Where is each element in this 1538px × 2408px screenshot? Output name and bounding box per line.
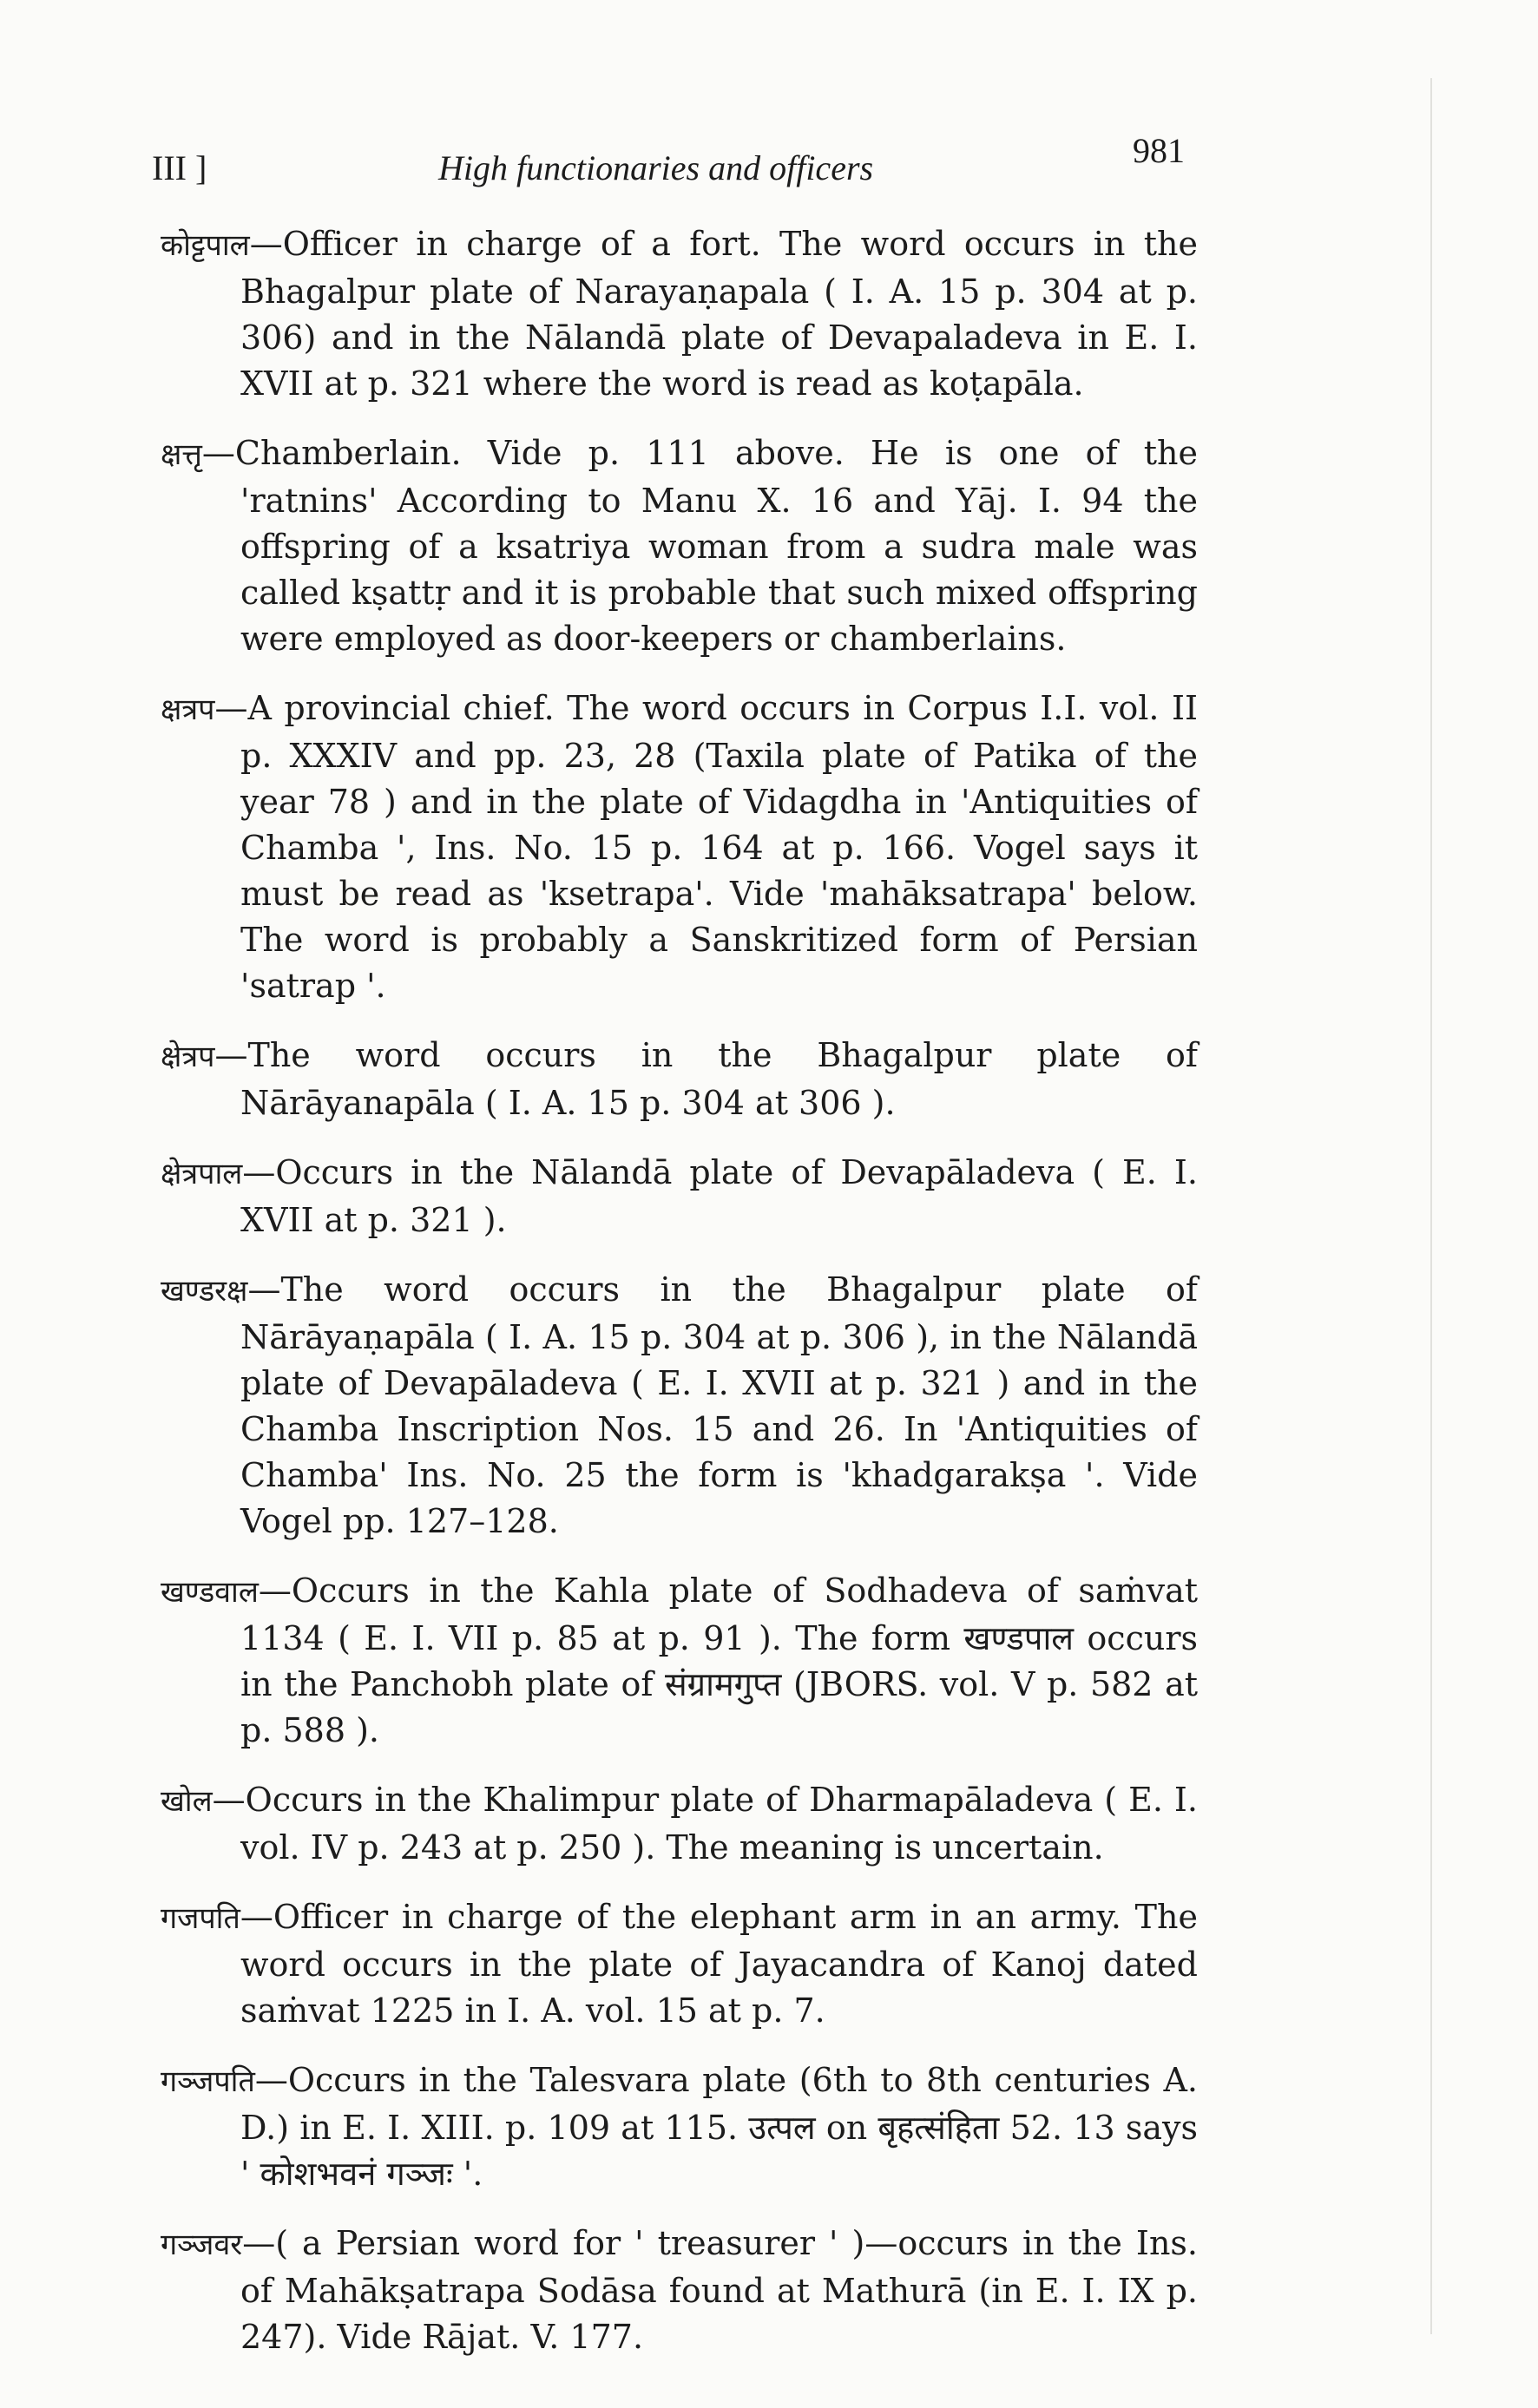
page-number: 981 [1133, 131, 1185, 170]
entry-headword: खण्डरक्ष [161, 1274, 248, 1309]
entry-headword: खण्डवाल [161, 1575, 259, 1610]
entry-headword: गञ्जवर [161, 2228, 243, 2262]
running-title: High functionaries and officers [438, 148, 874, 187]
page-edge-line [1430, 78, 1432, 2334]
glossary-entry [161, 1033, 1198, 1126]
entry-text: —Chamberlain. Vide p. 111 above. He is one of the 'ratnins' According to Manu X. 16 and Yāj. I. 94 the offspring of a ksatriya woman from a sudra male was called kṣattṛ and it is probable that such mixed offspring were employed as door-keepers or chamberlains. [201, 434, 1198, 658]
glossary-entry [161, 1894, 1198, 2034]
entry-text: —Occurs in the Nālandā plate of Devapāladeva ( E. I. XVII at p. 321 ). [240, 1153, 1198, 1239]
entry-text: —Officer in charge of the elephant arm in an army. The word occurs in the plate of Jayacandra of Kanoj dated saṁvat 1225 in I. A. vol. 15 at p. 7. [240, 1898, 1198, 2030]
entry-text: —Officer in charge of a fort. The word occurs in the Bhagalpur plate of Narayaṇapala ( I. A. 15 p. 304 at p. 306) and in the Nālandā plate of Devapaladeva in E. I. XVII at p. 321 where the word is read as koṭapāla. [240, 225, 1198, 403]
entry-headword: क्षेत्रपाल [161, 1157, 243, 1191]
entry-text: —Occurs in the Khalimpur plate of Dharmapāladeva ( E. I. vol. IV p. 243 at p. 250 ). The meaning is uncertain. [212, 1781, 1198, 1867]
entry-text: —A provincial chief. The word occurs in Corpus I.I. vol. II p. XXXIV and pp. 23, 28 (Taxila plate of Patika of the year 78 ) and in the plate of Vidagdha in 'Antiquities of Chamba ', Ins. No. 15 p. 164 at p. 166. Vogel says it must be read as 'ksetrapa'. Vide 'mahāksatrapa' below. The word is probably a Sanskritized form of Persian 'satrap '. [214, 689, 1198, 1005]
entry-headword: गजपति [161, 1901, 240, 1936]
section-marker: III ] [152, 148, 207, 187]
entry-headword: क्षेत्रप [161, 1040, 215, 1074]
glossary-entry [161, 1777, 1198, 1871]
glossary-entry [161, 1150, 1198, 1243]
glossary-entry [161, 1267, 1198, 1545]
entry-headword: कोट्टपाल [161, 228, 250, 263]
entry-headword: खोल [161, 1784, 213, 1819]
glossary-entry [161, 686, 1198, 1009]
entry-headword: क्षत्तृ [161, 437, 202, 472]
entry-headword: क्षत्रप [161, 692, 215, 727]
entry-text: —Occurs in the Kahla plate of Sodhadeva of saṁvat 1134 ( E. I. VII p. 85 at p. 91 ). The form खण्डपाल occurs in the Panchobh plate of संग्रामगुप्त (JBORS. vol. V p. 582 at p. 588 ). [240, 1571, 1198, 1749]
entry-text: —( a Persian word for ' treasurer ' )—occurs in the Ins. of Mahākṣatrapa Sodāsa found at Mathurā (in E. I. IX p. 247). Vide Rājat. V. 177. [240, 2224, 1198, 2356]
running-header [152, 130, 1185, 200]
glossary-entry [161, 221, 1198, 407]
entry-text: —The word occurs in the Bhagalpur plate of Nārāyanapāla ( I. A. 15 p. 304 at 306 ). [214, 1036, 1198, 1122]
glossary-entry [161, 1568, 1198, 1754]
glossary-entry [161, 2057, 1198, 2197]
entry-text: —The word occurs in the Bhagalpur plate of Nārāyaṇapāla ( I. A. 15 p. 304 at p. 306 ), in the Nālandā plate of Devapāladeva ( E. I. XVII at p. 321 ) and in the Chamba Inscription Nos. 15 and 26. In 'Antiquities of Chamba' Ins. No. 25 the form is 'khadgarakṣa '. Vide Vogel pp. 127–128. [240, 1270, 1198, 1540]
glossary-entry [161, 430, 1198, 662]
entry-text: —Occurs in the Talesvara plate (6th to 8th centuries A. D.) in E. I. XIII. p. 109 at 115. उत्पल on बृहत्संहिता 52. 13 says ' कोशभवनं गञ्जः '. [240, 2061, 1198, 2193]
glossary-entry [161, 2221, 1198, 2360]
glossary-entries [161, 221, 1198, 2384]
entry-headword: गञ्जपति [161, 2064, 255, 2099]
